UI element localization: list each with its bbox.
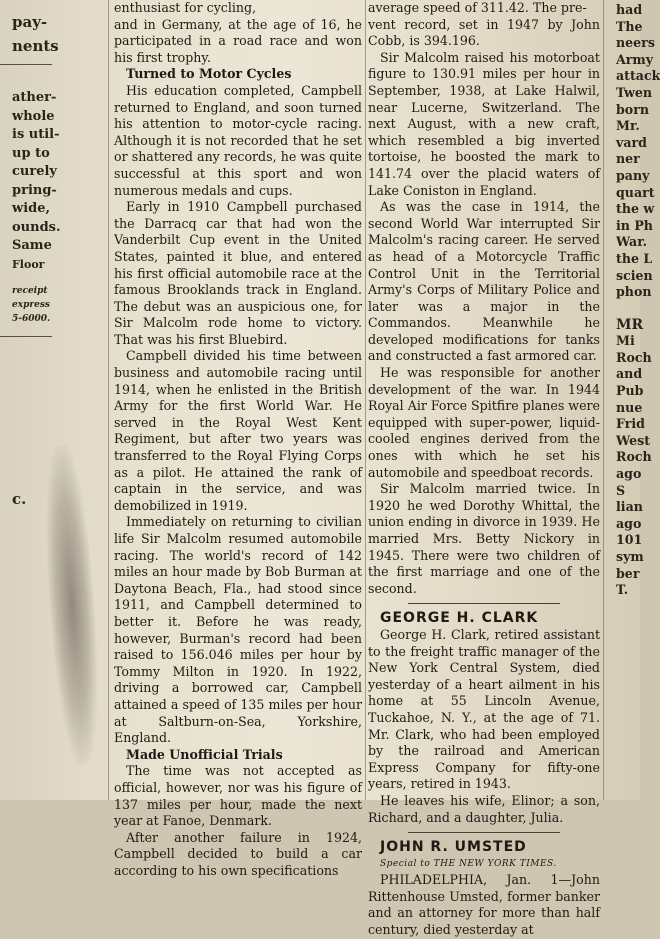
- subheading: Made Unofficial Trials: [126, 746, 283, 762]
- right-fragment: quart: [616, 184, 655, 200]
- right-fragment: the w: [616, 201, 655, 217]
- right-fragment: The: [616, 18, 643, 34]
- obituaries-column: [368, 0, 601, 938]
- left-fragment: up to: [12, 145, 50, 161]
- left-fragment: receipt: [12, 286, 48, 296]
- left-fragment: ounds.: [12, 219, 61, 235]
- article-text: and in Germany, at the age of 16, he participated in a road race and won his first trophy.: [114, 16, 362, 65]
- divider-rule: [408, 832, 560, 833]
- article-paragraph: As was the case in 1914, the second World War interrupted Sir Malcolm's racing career. He served as head of a Motorcycle Traffic Control Unit in the Territorial Army's Corps of Military Police and later was a major in the Commandos. Meanwhile he developed modifications for tanks and constructed a fast armored car.: [368, 199, 600, 364]
- right-fragment: 101: [616, 532, 643, 548]
- article-paragraph: He was responsible for another development of the war. In 1944 Royal Air Force Spitfire planes were equipped with super-power, liquid-cooled engines derived from the ones with which he set his automobile and speedboat records.: [368, 365, 601, 480]
- right-fragment: West: [616, 432, 651, 448]
- right-fragment: vard: [616, 134, 647, 150]
- article-paragraph: After another failure in 1924, Campbell decided to build a car according to his own specifications: [114, 829, 362, 878]
- left-fragment: curely: [12, 164, 57, 179]
- right-fragment: lian: [616, 499, 643, 515]
- left-fragment: is util-: [12, 127, 60, 142]
- right-fragment: nue: [616, 399, 643, 415]
- right-partial-column: [604, 0, 660, 800]
- campbell-article-column: [114, 0, 362, 878]
- subheading: Turned to Motor Cycles: [126, 66, 292, 82]
- right-fragment: Pub: [616, 383, 644, 399]
- right-fragment: S: [616, 482, 626, 498]
- right-fragment: ner: [616, 151, 640, 167]
- left-fragment: express: [12, 300, 50, 310]
- article-paragraph: The time was not accepted as official, however, nor was his figure of 137 miles per hour, made the next year at Fanoe, Denmark.: [114, 763, 362, 829]
- right-fragment: Mi: [616, 333, 635, 349]
- column-rule: [365, 0, 366, 800]
- column-rule: [108, 0, 109, 800]
- right-fragment: sym: [616, 549, 644, 564]
- left-partial-column: [0, 0, 61, 800]
- right-fragment: phon: [616, 284, 652, 300]
- article-paragraph: PHILADELPHIA, Jan. 1—John Rittenhouse Umsted, former banker and an attorney for more than half century, died yesterday at: [368, 872, 600, 938]
- right-fragment: War.: [616, 234, 648, 250]
- article-paragraph: Immediately on returning to civilian life Sir Malcolm resumed automobile racing. The world's record of 142 miles an hour made by Bob Burman at Daytona Beach, Fla., had stood since 1911, and Campbell determined to better it. Before he was ready, however, Burman's record had been raised to 156.046 miles per hour by Tommy Milton in 1920. In 1922, driving a borrowed car, Campbell attained a speed of 135 miles per hour at Saltburn-on-Sea, Yorkshire, England.: [114, 514, 362, 746]
- right-fragment: neers: [616, 35, 655, 51]
- right-fragment: in Ph: [616, 217, 653, 233]
- right-fragment: born: [616, 101, 649, 117]
- right-fragment: had: [616, 2, 643, 17]
- article-paragraph: Sir Malcolm raised his motorboat figure to 130.91 miles per hour in September, 1938, at Lake Halwil, near Lucerne, Switzerland. The next August, with a new craft, which resembled a big inverted tortoise, he boosted the mark to 141.74 over the placid waters of Lake Coniston in England.: [368, 49, 600, 198]
- article-paragraph: Early in 1910 Campbell purchased the Darracq car that had won the Vanderbilt Cup event in the United States, painted it blue, and entered his first official automobile race at the famous Brooklands track in England. The debut was an auspicious one, for Sir Malcolm rode home to victory. That was his first Bluebird.: [114, 199, 362, 347]
- article-paragraph: George H. Clark, retired assistant to the freight traffic manager of the New York Central System, died yesterday of a heart ailment in his home at 55 Lincoln Avenue, Tuckahoe, N. Y., at the age of 71. Mr. Clark, who had been employed by the railroad and American Express Company for fifty-one years, retired in 1943.: [368, 626, 600, 792]
- right-fragment: ber: [616, 565, 640, 581]
- right-fragment: and: [616, 366, 643, 382]
- right-fragment: pany: [616, 167, 650, 183]
- left-fragment: Same: [12, 238, 52, 253]
- divider-rule: [0, 64, 52, 65]
- article-text: vent record, set in 1947 by John Cobb, is 394.196.: [368, 16, 600, 49]
- divider-rule: [0, 336, 52, 337]
- right-fragment: attack: [616, 68, 660, 84]
- right-fragment: MR: [616, 316, 644, 333]
- left-fragment: Floor: [12, 257, 45, 271]
- left-fragment: c.: [12, 490, 27, 508]
- article-paragraph: He leaves his wife, Elinor; a son, Richard, and a daughter, Julia.: [368, 792, 600, 825]
- right-fragment: Frid: [616, 416, 645, 432]
- right-fragment: ago: [616, 515, 642, 531]
- left-fragment: 5-6000.: [12, 314, 51, 324]
- obituary-headline: GEORGE H. CLARK: [380, 610, 539, 627]
- right-fragment: Army: [616, 51, 654, 67]
- left-fragment: nents: [12, 37, 59, 55]
- right-fragment: the L: [616, 250, 653, 266]
- left-fragment: wide,: [12, 201, 51, 216]
- article-paragraph: Campbell divided his time between business and automobile racing until 1914, when he enlisted in the British Army for the first World War. He served in the Royal West Kent Regiment, but after two years was transferred to the Royal Flying Corps as a pilot. He attained the rank of captain in the service, and was demobilized in 1919.: [114, 348, 362, 513]
- right-fragment: Twen: [616, 84, 652, 100]
- right-fragment: Roch: [616, 349, 652, 365]
- left-fragment: pay-: [12, 13, 48, 31]
- right-fragment: Roch: [616, 449, 652, 465]
- article-paragraph: Sir Malcolm married twice. In 1920 he wed Dorothy Whittal, the union ending in divorce in 1939. He married Mrs. Betty Nickory in 1945. There were two children of the first marriage and one of the second.: [368, 481, 600, 596]
- left-fragment: whole: [12, 108, 55, 124]
- right-fragment: Mr.: [616, 118, 640, 134]
- byline: Special to THE NEW YORK TIMES.: [380, 858, 557, 869]
- article-text: average speed of 311.42. The pre-: [368, 0, 587, 15]
- article-text: enthusiast for cycling,: [114, 0, 257, 15]
- right-fragment: scien: [616, 267, 653, 283]
- right-fragment: T.: [616, 582, 629, 598]
- obituary-headline: JOHN R. UMSTED: [380, 839, 527, 856]
- left-fragment: pring-: [12, 182, 57, 198]
- divider-rule: [408, 603, 560, 604]
- article-paragraph: His education completed, Campbell returned to England, and soon turned his attention to motor-cycle racing. Although it is not recorded that he set or shattered any records, he was quite successful at this sport and won numerous medals and cups.: [114, 82, 362, 198]
- right-fragment: ago: [616, 466, 642, 482]
- left-fragment: ather-: [12, 90, 57, 105]
